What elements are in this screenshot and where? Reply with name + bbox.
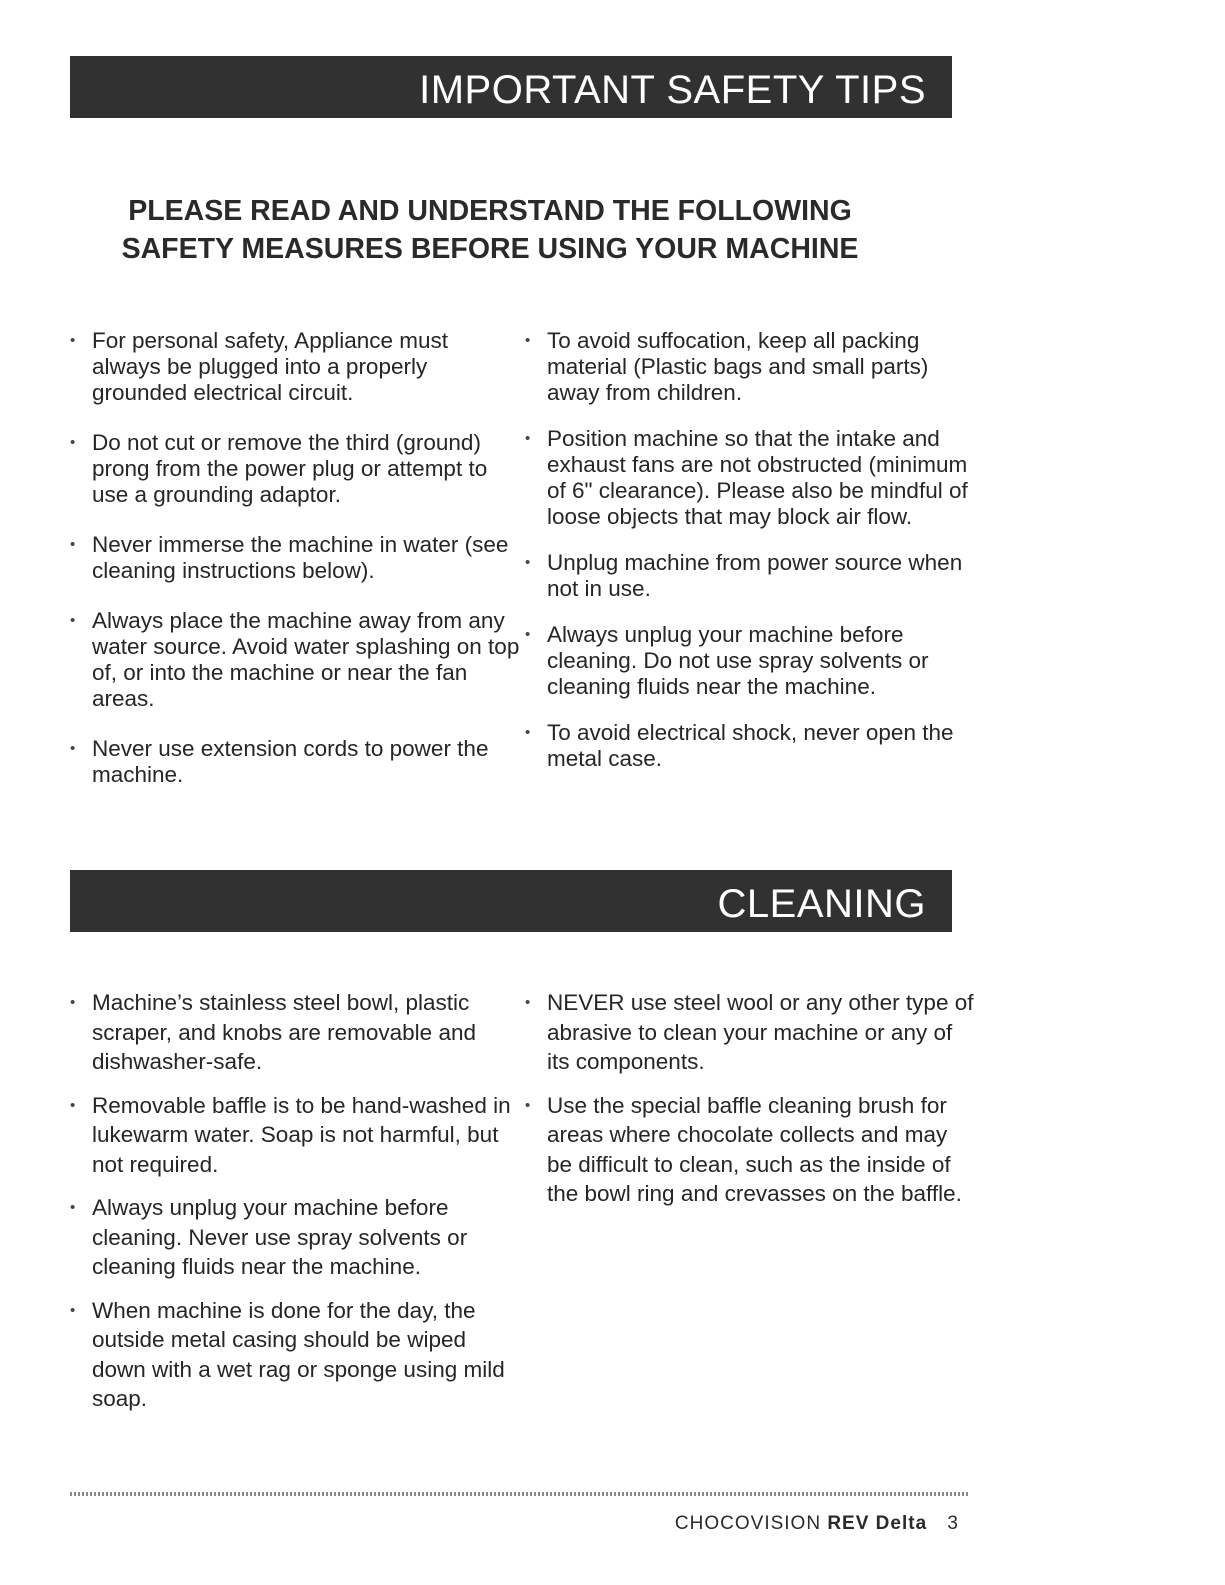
footer-divider <box>70 1492 970 1496</box>
list-item: • Machine’s stainless steel bowl, plastic scraper, and knobs are removable and dishwasher-safe. <box>70 988 520 1077</box>
list-item: • Never use extension cords to power the machine. <box>70 736 520 788</box>
list-item: • Removable baffle is to be hand-washed in lukewarm water. Soap is not harmful, but not required. <box>70 1091 520 1180</box>
list-item: • To avoid electrical shock, never open the metal case. <box>525 720 975 772</box>
safety-tips-banner: IMPORTANT SAFETY TIPS <box>70 56 952 118</box>
safety-left-column <box>70 328 520 812</box>
list-item: • To avoid suffocation, keep all packing material (Plastic bags and small parts) away from children. <box>525 328 975 406</box>
list-item: • Always place the machine away from any water source. Avoid water splashing on top of, or into the machine or near the fan areas. <box>70 608 520 712</box>
list-item: • Unplug machine from power source when not in use. <box>525 550 975 602</box>
safety-subheading <box>70 192 910 268</box>
cleaning-right-column <box>525 988 975 1223</box>
list-item: • Always unplug your machine before cleaning. Never use spray solvents or cleaning fluids near the machine. <box>70 1193 520 1282</box>
list-item: • Position machine so that the intake and exhaust fans are not obstructed (minimum of 6" clearance). Please also be mindful of loose objects that may block air flow. <box>525 426 975 530</box>
list-item: • Use the special baffle cleaning brush for areas where chocolate collects and may be difficult to clean, such as the inside of the bowl ring and crevasses on the baffle. <box>525 1091 975 1209</box>
list-item: • Do not cut or remove the third (ground) prong from the power plug or attempt to use a grounding adaptor. <box>70 430 520 508</box>
safety-right-column <box>525 328 975 792</box>
list-item: • NEVER use steel wool or any other type of abrasive to clean your machine or any of its components. <box>525 988 975 1077</box>
cleaning-left-column <box>70 988 520 1428</box>
cleaning-banner: CLEANING <box>70 870 952 932</box>
safety-subheading-line-1: PLEASE READ AND UNDERSTAND THE FOLLOWING <box>128 195 852 227</box>
page-footer <box>675 1513 959 1535</box>
safety-subheading-line-2: SAFETY MEASURES BEFORE USING YOUR MACHINE <box>121 233 859 265</box>
list-item: • Never immerse the machine in water (see cleaning instructions below). <box>70 532 520 584</box>
footer-model: REV Delta <box>827 1513 928 1534</box>
page-number: 3 <box>947 1513 959 1534</box>
footer-brand: CHOCOVISION <box>674 1513 822 1534</box>
list-item: • For personal safety, Appliance must always be plugged into a properly grounded electrical circuit. <box>70 328 520 406</box>
list-item: • Always unplug your machine before cleaning. Do not use spray solvents or cleaning fluids near the machine. <box>525 622 975 700</box>
list-item: • When machine is done for the day, the outside metal casing should be wiped down with a wet rag or sponge using mild soap. <box>70 1296 520 1414</box>
